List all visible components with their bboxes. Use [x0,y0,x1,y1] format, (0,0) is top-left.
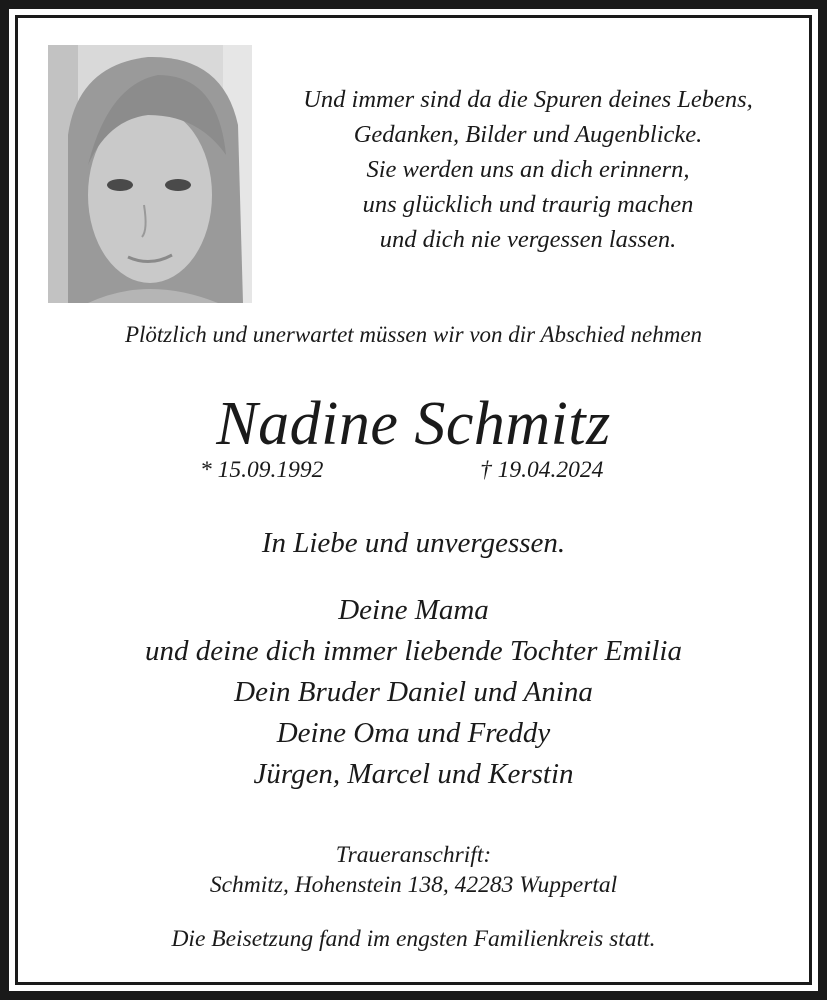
mourner-line: Dein Bruder Daniel und Anina [234,676,593,708]
birth-date: * 15.09.1992 [200,457,324,483]
memorial-verse [258,82,798,257]
death-date: † 19.04.2024 [480,457,604,483]
funeral-note: Die Beisetzung fand im engsten Familienkreis statt. [171,926,656,952]
verse-line: und dich nie vergessen lassen. [379,226,677,253]
verse-line: Sie werden uns an dich erinnern, [366,156,690,183]
address-value: Schmitz, Hohenstein 138, 42283 Wuppertal [209,872,618,898]
farewell-text: In Liebe und unvergessen. [261,527,566,559]
verse-line: uns glücklich und traurig machen [362,191,694,218]
mourner-line: Deine Oma und Freddy [276,717,551,749]
mourner-line: und deine dich immer liebende Tochter Emilia [145,635,682,667]
address-label: Traueranschrift: [335,842,492,868]
mourner-line: Jürgen, Marcel und Kerstin [253,758,574,790]
verse-line: Und immer sind da die Spuren deines Lebens, [303,86,753,113]
life-dates [0,457,827,489]
portrait-photo [48,45,252,303]
mourners-list [18,590,809,795]
mourner-line: Deine Mama [338,594,489,626]
intro-text: Plötzlich und unerwartet müssen wir von dir Abschied nehmen [124,322,703,347]
verse-line: Gedanken, Bilder und Augenblicke. [353,121,703,148]
deceased-name: Nadine Schmitz [216,390,611,458]
